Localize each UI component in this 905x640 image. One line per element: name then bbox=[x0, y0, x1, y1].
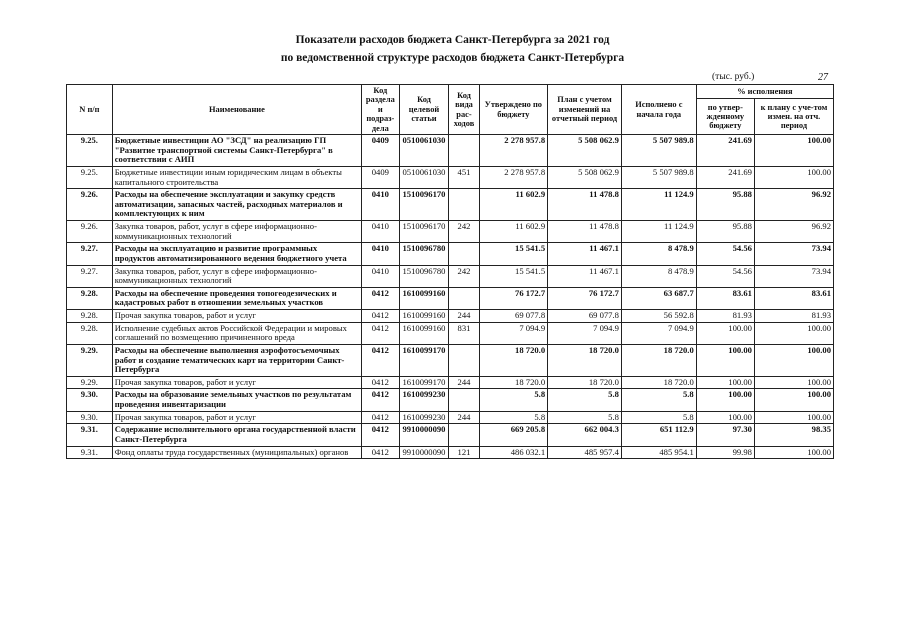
cell-pct-approved: 100.00 bbox=[696, 411, 754, 424]
cell-pct-plan: 100.00 bbox=[754, 376, 833, 389]
cell-executed: 56 592.8 bbox=[621, 310, 696, 323]
cell-section-code: 0412 bbox=[362, 424, 399, 446]
cell-type-code: 242 bbox=[449, 265, 479, 287]
cell-pct-plan: 98.35 bbox=[754, 424, 833, 446]
cell-approved: 5.8 bbox=[479, 411, 548, 424]
cell-approved: 486 032.1 bbox=[479, 446, 548, 459]
cell-pct-approved: 83.61 bbox=[696, 287, 754, 309]
cell-name: Расходы на обеспечение выполнения аэрофотосъемочных работ и создание тематических карт на территории Санкт-Петербурга bbox=[112, 344, 361, 376]
cell-pct-approved: 54.56 bbox=[696, 265, 754, 287]
cell-approved: 669 205.8 bbox=[479, 424, 548, 446]
table-row bbox=[67, 411, 834, 424]
cell-plan: 11 467.1 bbox=[548, 265, 622, 287]
table-body bbox=[67, 135, 834, 459]
cell-plan: 7 094.9 bbox=[548, 322, 622, 344]
cell-plan: 5 508 062.9 bbox=[548, 135, 622, 167]
cell-target-code: 1610099160 bbox=[399, 287, 449, 309]
cell-section-code: 0410 bbox=[362, 221, 399, 243]
cell-type-code bbox=[449, 424, 479, 446]
cell-num: 9.26. bbox=[67, 189, 113, 221]
cell-section-code: 0409 bbox=[362, 166, 399, 188]
cell-pct-approved: 95.88 bbox=[696, 189, 754, 221]
cell-executed: 5 507 989.8 bbox=[621, 135, 696, 167]
cell-section-code: 0412 bbox=[362, 310, 399, 323]
cell-plan: 5.8 bbox=[548, 411, 622, 424]
cell-plan: 18 720.0 bbox=[548, 344, 622, 376]
cell-section-code: 0412 bbox=[362, 344, 399, 376]
table-row bbox=[67, 389, 834, 411]
cell-num: 9.28. bbox=[67, 322, 113, 344]
cell-pct-plan: 100.00 bbox=[754, 135, 833, 167]
cell-pct-plan: 81.93 bbox=[754, 310, 833, 323]
cell-section-code: 0412 bbox=[362, 287, 399, 309]
cell-pct-plan: 100.00 bbox=[754, 389, 833, 411]
cell-executed: 11 124.9 bbox=[621, 221, 696, 243]
cell-section-code: 0412 bbox=[362, 389, 399, 411]
cell-target-code: 9910000090 bbox=[399, 424, 449, 446]
table-row bbox=[67, 424, 834, 446]
header-percent-group: % исполнения bbox=[696, 85, 833, 99]
table-row bbox=[67, 243, 834, 265]
cell-approved: 11 602.9 bbox=[479, 189, 548, 221]
cell-target-code: 1510096170 bbox=[399, 221, 449, 243]
cell-type-code bbox=[449, 344, 479, 376]
cell-approved: 2 278 957.8 bbox=[479, 135, 548, 167]
cell-name: Исполнение судебных актов Российской Федерации и мировых соглашений по возмещению причиненного вреда bbox=[112, 322, 361, 344]
cell-pct-plan: 73.94 bbox=[754, 243, 833, 265]
cell-target-code: 1610099170 bbox=[399, 376, 449, 389]
cell-pct-approved: 241.69 bbox=[696, 166, 754, 188]
cell-pct-plan: 96.92 bbox=[754, 221, 833, 243]
cell-approved: 76 172.7 bbox=[479, 287, 548, 309]
table-row bbox=[67, 376, 834, 389]
cell-plan: 5.8 bbox=[548, 389, 622, 411]
cell-plan: 69 077.8 bbox=[548, 310, 622, 323]
header-name: Наименование bbox=[112, 85, 361, 135]
cell-target-code: 1510096780 bbox=[399, 265, 449, 287]
cell-pct-plan: 100.00 bbox=[754, 322, 833, 344]
cell-pct-plan: 73.94 bbox=[754, 265, 833, 287]
table-row bbox=[67, 446, 834, 459]
cell-executed: 485 954.1 bbox=[621, 446, 696, 459]
cell-plan: 662 004.3 bbox=[548, 424, 622, 446]
cell-plan: 76 172.7 bbox=[548, 287, 622, 309]
cell-plan: 18 720.0 bbox=[548, 376, 622, 389]
cell-section-code: 0410 bbox=[362, 243, 399, 265]
cell-executed: 5 507 989.8 bbox=[621, 166, 696, 188]
cell-executed: 8 478.9 bbox=[621, 265, 696, 287]
cell-num: 9.31. bbox=[67, 424, 113, 446]
cell-type-code: 244 bbox=[449, 376, 479, 389]
cell-target-code: 1610099230 bbox=[399, 411, 449, 424]
cell-name: Бюджетные инвестиции АО "ЗСД" на реализацию ГП "Развитие транспортной системы Санкт-Петербурга" в соответствии с АИП bbox=[112, 135, 361, 167]
cell-name: Прочая закупка товаров, работ и услуг bbox=[112, 376, 361, 389]
cell-num: 9.26. bbox=[67, 221, 113, 243]
cell-type-code: 242 bbox=[449, 221, 479, 243]
cell-section-code: 0412 bbox=[362, 376, 399, 389]
cell-approved: 18 720.0 bbox=[479, 344, 548, 376]
cell-pct-approved: 100.00 bbox=[696, 344, 754, 376]
table-row bbox=[67, 135, 834, 167]
cell-pct-approved: 97.30 bbox=[696, 424, 754, 446]
header-pct-plan: к плану с уче-том измен. на отч. период bbox=[754, 99, 833, 135]
cell-pct-approved: 241.69 bbox=[696, 135, 754, 167]
cell-type-code: 244 bbox=[449, 310, 479, 323]
cell-pct-approved: 81.93 bbox=[696, 310, 754, 323]
cell-name: Содержание исполнительного органа государственной власти Санкт-Петербурга bbox=[112, 424, 361, 446]
cell-type-code: 831 bbox=[449, 322, 479, 344]
cell-num: 9.25. bbox=[67, 166, 113, 188]
cell-executed: 11 124.9 bbox=[621, 189, 696, 221]
cell-section-code: 0409 bbox=[362, 135, 399, 167]
cell-approved: 18 720.0 bbox=[479, 376, 548, 389]
cell-pct-plan: 83.61 bbox=[754, 287, 833, 309]
cell-approved: 15 541.5 bbox=[479, 243, 548, 265]
cell-pct-approved: 99.98 bbox=[696, 446, 754, 459]
cell-plan: 11 467.1 bbox=[548, 243, 622, 265]
cell-section-code: 0412 bbox=[362, 411, 399, 424]
table-row bbox=[67, 322, 834, 344]
cell-target-code: 1510096780 bbox=[399, 243, 449, 265]
cell-num: 9.27. bbox=[67, 243, 113, 265]
cell-num: 9.29. bbox=[67, 344, 113, 376]
cell-approved: 7 094.9 bbox=[479, 322, 548, 344]
cell-pct-plan: 100.00 bbox=[754, 411, 833, 424]
header-num: N п/п bbox=[67, 85, 113, 135]
header-type-code: Код вида рас-ходов bbox=[449, 85, 479, 135]
cell-type-code: 121 bbox=[449, 446, 479, 459]
cell-section-code: 0412 bbox=[362, 446, 399, 459]
cell-num: 9.30. bbox=[67, 389, 113, 411]
cell-executed: 7 094.9 bbox=[621, 322, 696, 344]
cell-pct-plan: 100.00 bbox=[754, 344, 833, 376]
table-row bbox=[67, 166, 834, 188]
cell-num: 9.31. bbox=[67, 446, 113, 459]
cell-num: 9.25. bbox=[67, 135, 113, 167]
cell-type-code bbox=[449, 135, 479, 167]
cell-type-code bbox=[449, 243, 479, 265]
cell-name: Закупка товаров, работ, услуг в сфере информационно-коммуникационных технологий bbox=[112, 221, 361, 243]
cell-pct-approved: 54.56 bbox=[696, 243, 754, 265]
header-section-code: Код раздела и подраз-дела bbox=[362, 85, 399, 135]
cell-type-code bbox=[449, 189, 479, 221]
cell-executed: 18 720.0 bbox=[621, 344, 696, 376]
cell-executed: 8 478.9 bbox=[621, 243, 696, 265]
cell-executed: 63 687.7 bbox=[621, 287, 696, 309]
cell-target-code: 0510061030 bbox=[399, 166, 449, 188]
cell-pct-plan: 96.92 bbox=[754, 189, 833, 221]
cell-name: Прочая закупка товаров, работ и услуг bbox=[112, 310, 361, 323]
cell-plan: 11 478.8 bbox=[548, 221, 622, 243]
cell-plan: 485 957.4 bbox=[548, 446, 622, 459]
cell-pct-approved: 100.00 bbox=[696, 389, 754, 411]
cell-target-code: 1610099160 bbox=[399, 322, 449, 344]
cell-approved: 11 602.9 bbox=[479, 221, 548, 243]
cell-section-code: 0410 bbox=[362, 189, 399, 221]
table-row bbox=[67, 189, 834, 221]
header-approved: Утверждено по бюджету bbox=[479, 85, 548, 135]
report-subtitle: по ведомственной структуре расходов бюджета Санкт-Петербурга bbox=[280, 52, 625, 64]
cell-approved: 2 278 957.8 bbox=[479, 166, 548, 188]
cell-pct-plan: 100.00 bbox=[754, 446, 833, 459]
cell-executed: 18 720.0 bbox=[621, 376, 696, 389]
cell-pct-approved: 100.00 bbox=[696, 322, 754, 344]
table-row bbox=[67, 344, 834, 376]
cell-executed: 5.8 bbox=[621, 411, 696, 424]
cell-num: 9.27. bbox=[67, 265, 113, 287]
cell-target-code: 1510096170 bbox=[399, 189, 449, 221]
page-number: 27 bbox=[818, 72, 828, 83]
cell-type-code bbox=[449, 389, 479, 411]
cell-target-code: 1610099230 bbox=[399, 389, 449, 411]
table-row bbox=[67, 265, 834, 287]
table-row bbox=[67, 310, 834, 323]
cell-num: 9.29. bbox=[67, 376, 113, 389]
cell-name: Расходы на обеспечение проведения топогеодезических и кадастровых работ в отношении земельных участков bbox=[112, 287, 361, 309]
header-pct-approved: по утвер-жденному бюджету bbox=[696, 99, 754, 135]
cell-approved: 5.8 bbox=[479, 389, 548, 411]
table-row bbox=[67, 221, 834, 243]
cell-executed: 5.8 bbox=[621, 389, 696, 411]
cell-num: 9.28. bbox=[67, 310, 113, 323]
cell-name: Расходы на эксплуатацию и развитие программных продуктов автоматизированного ведения бюджетного учета bbox=[112, 243, 361, 265]
cell-type-code: 244 bbox=[449, 411, 479, 424]
cell-section-code: 0412 bbox=[362, 322, 399, 344]
cell-plan: 11 478.8 bbox=[548, 189, 622, 221]
cell-name: Закупка товаров, работ, услуг в сфере информационно-коммуникационных технологий bbox=[112, 265, 361, 287]
cell-section-code: 0410 bbox=[362, 265, 399, 287]
cell-type-code: 451 bbox=[449, 166, 479, 188]
cell-approved: 15 541.5 bbox=[479, 265, 548, 287]
cell-pct-approved: 95.88 bbox=[696, 221, 754, 243]
cell-target-code: 1610099160 bbox=[399, 310, 449, 323]
cell-plan: 5 508 062.9 bbox=[548, 166, 622, 188]
cell-pct-plan: 100.00 bbox=[754, 166, 833, 188]
cell-name: Фонд оплаты труда государственных (муниципальных) органов bbox=[112, 446, 361, 459]
expenditure-table bbox=[66, 84, 834, 459]
units-label: (тыс. руб.) bbox=[712, 72, 755, 82]
cell-name: Расходы на обеспечение эксплуатации и закупку средств автоматизации, запасных частей, расходных материалов и комплектующих к ним bbox=[112, 189, 361, 221]
cell-executed: 651 112.9 bbox=[621, 424, 696, 446]
cell-name: Прочая закупка товаров, работ и услуг bbox=[112, 411, 361, 424]
cell-approved: 69 077.8 bbox=[479, 310, 548, 323]
header-plan: План с учетом изменений на отчетный период bbox=[548, 85, 622, 135]
cell-name: Бюджетные инвестиции иным юридическим лицам в объекты капитального строительства bbox=[112, 166, 361, 188]
cell-pct-approved: 100.00 bbox=[696, 376, 754, 389]
cell-target-code: 1610099170 bbox=[399, 344, 449, 376]
table-row bbox=[67, 287, 834, 309]
report-title: Показатели расходов бюджета Санкт-Петербурга за 2021 год bbox=[295, 34, 610, 46]
header-executed: Исполнено с начала года bbox=[621, 85, 696, 135]
cell-type-code bbox=[449, 287, 479, 309]
cell-name: Расходы на образование земельных участков по результатам проведения инвентаризации bbox=[112, 389, 361, 411]
cell-num: 9.28. bbox=[67, 287, 113, 309]
header-target-code: Код целевой статьи bbox=[399, 85, 449, 135]
cell-target-code: 0510061030 bbox=[399, 135, 449, 167]
cell-target-code: 9910000090 bbox=[399, 446, 449, 459]
cell-num: 9.30. bbox=[67, 411, 113, 424]
